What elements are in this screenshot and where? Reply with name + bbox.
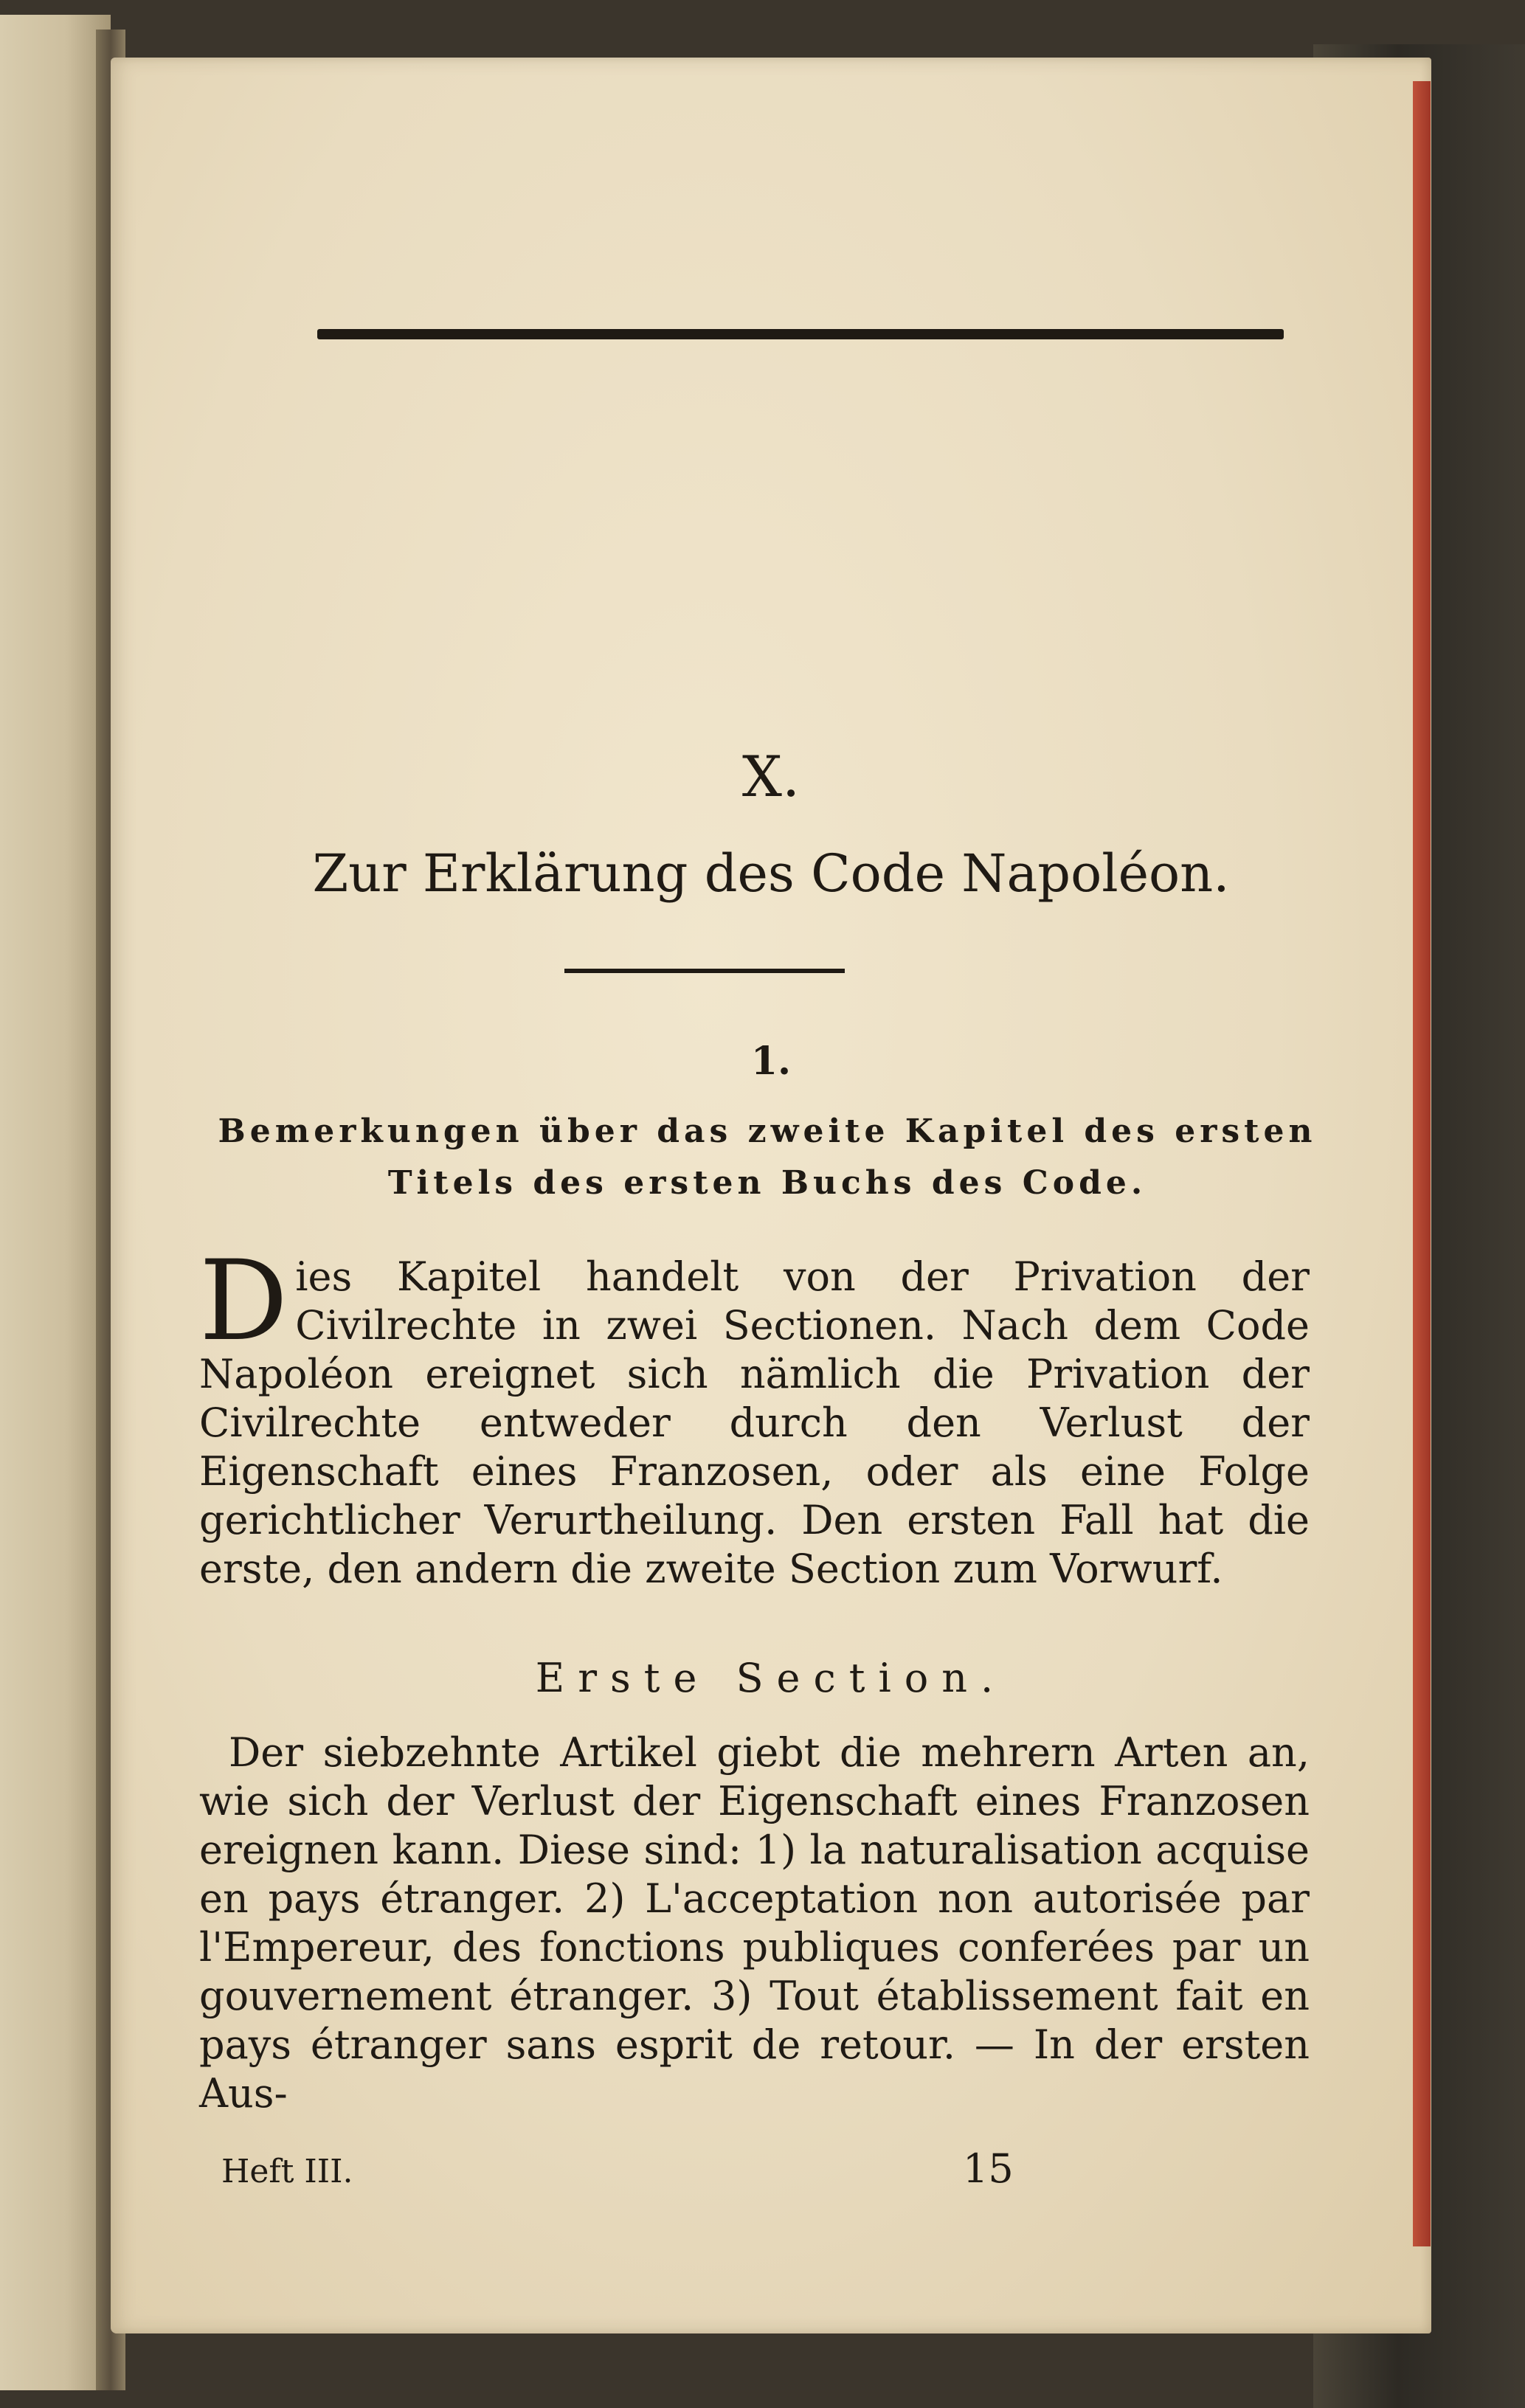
subtitle-line-1: Bemerkungen über das zweite Kapitel des ersten <box>218 1113 1317 1150</box>
section-number: 1. <box>750 1039 792 1084</box>
sheet-number: 15 <box>963 2145 1014 2192</box>
red-page-edge <box>1413 81 1431 2246</box>
header-rule <box>317 329 1284 339</box>
signature-mark: Heft III. <box>221 2153 353 2190</box>
chapter-title: Zur Erklärung des Code Napoléon. <box>312 843 1230 904</box>
title-divider <box>564 969 845 973</box>
section-heading: Erste Section. <box>535 1655 1007 1701</box>
paragraph-2: Der siebzehnte Artikel giebt die mehrern Arten an, wie sich der Verlust der Eigenschaft eines Franzosen ereignen kann. Diese sind: 1) la naturalisation acquise en pays étranger. 2) L'acceptation non autorisée par l'Empereur, des fonctions publiques conferées par un gouvernement étranger. 3) Tout établissement fait en pays étranger sans esprit de retour. — In der ersten Aus- <box>199 1729 1310 2117</box>
left-page-edge <box>0 15 111 2390</box>
subtitle-line-2: Titels des ersten Buchs des Code. <box>387 1164 1147 1202</box>
chapter-number: X. <box>741 744 800 809</box>
book-page <box>111 58 1431 2333</box>
drop-cap: D <box>199 1237 288 1366</box>
paragraph-1-text: ies Kapitel handelt von der Privation der Civilrechte in zwei Sectionen. Nach dem Code Napoléon ereignet sich nämlich die Privation der Civilrechte entweder durch den Verlust der Eigenschaft eines Franzosen, oder als eine Folge gerichtlicher Verurtheilung. Den ersten Fall hat die erste, den andern die zweite Section zum Vorwurf. <box>199 1253 1310 1592</box>
paragraph-1 <box>199 1237 1310 1594</box>
